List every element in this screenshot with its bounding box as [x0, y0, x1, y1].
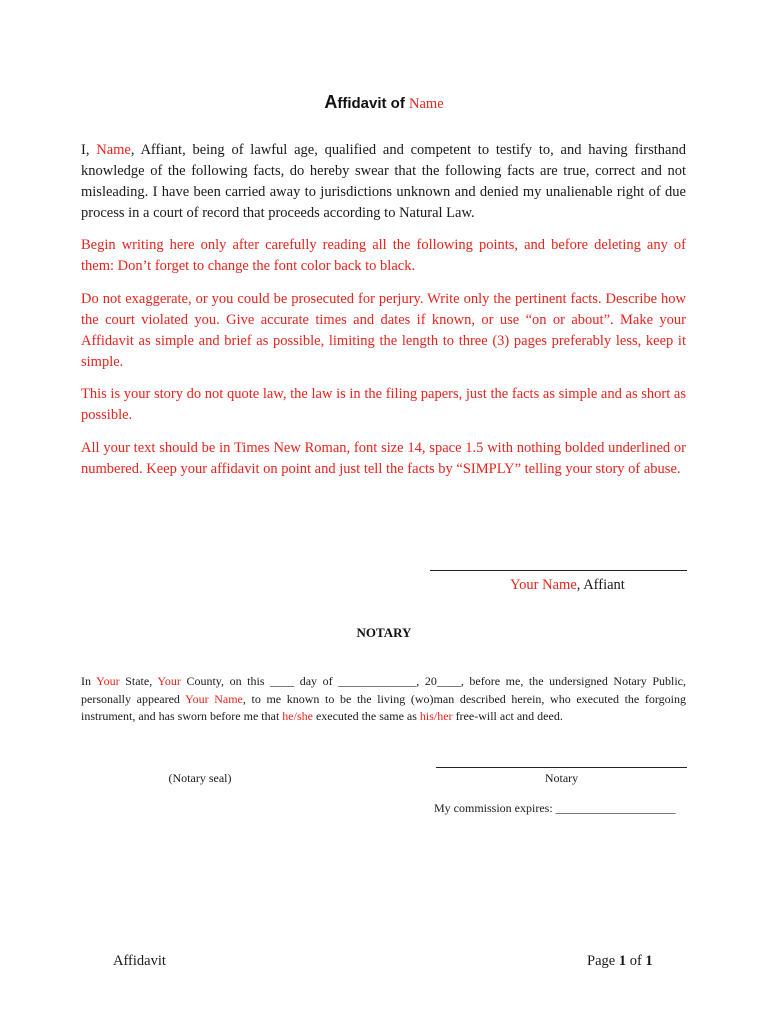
affiant-name-placeholder: Your Name [510, 577, 577, 593]
notary-text-segment: State, [119, 674, 158, 688]
intro-name-placeholder: Name [96, 142, 131, 158]
notary-text-segment: In [81, 674, 97, 688]
pronoun-placeholder: he/she [282, 709, 313, 723]
possessive-placeholder: his/her [419, 709, 453, 723]
intro-paragraph [81, 140, 686, 224]
intro-lead: I, [81, 142, 97, 158]
title-text: ffidavit of [337, 95, 410, 112]
notary-label: Notary [544, 771, 579, 785]
commission-expires: My commission expires: ____________________ [434, 801, 676, 815]
notary-text-segment: executed the same as [312, 709, 420, 723]
instruction-paragraph: This is your story do not quote law, the law is in the filing papers, just the facts as simple and as short as possible. [81, 386, 686, 423]
intro-text: , Affiant, being of lawful age, qualified and competent to testify to, and having firsthand knowledge of the following facts, do hereby swear that the following facts are true, correct and not misleading. I have been carried away to jurisdictions unknown and denied my unalienable right of due process in a court of record that proceeds according to Natural Law. [81, 142, 686, 221]
affiant-label [430, 575, 705, 595]
notary-text-segment: free-will act and deed. [452, 709, 563, 723]
instruction-paragraph: All your text should be in Times New Roman, font size 14, space 1.5 with nothing bolded underlined or numbered. Keep your affidavit on point and just tell the facts by “SIMPLY” telling your story of abuse. [81, 440, 686, 477]
of-word: of [626, 953, 646, 969]
notary-text-segment: County, on this ____ day of _____________, 20____, before me, the undersigned Notary Public, personally appeared [81, 674, 686, 706]
person-name-placeholder: Your Name [185, 691, 243, 706]
instruction-paragraph: Do not exaggerate, or you could be prosecuted for perjury. Write only the pertinent facts. Describe how the court violated you. Give accurate times and dates if known, or use “on or about”. Make your Affidavit as simple and brief as possible, limiting the length to three (3) pages preferably less, keep it simple. [81, 291, 686, 370]
page-total: 1 [645, 953, 653, 969]
notary-paragraph [81, 673, 686, 726]
title-initial: A [324, 92, 338, 112]
footer-page-number [587, 953, 653, 970]
footer-document-name: Affidavit [113, 953, 166, 969]
affiant-role: , Affiant [576, 577, 625, 593]
page-current: 1 [618, 953, 627, 969]
county-placeholder: Your [157, 674, 181, 688]
notary-seal-label: (Notary seal) [168, 771, 232, 785]
notary-text-segment: , to me known to be the living (wo)man described herein, who executed the forgoing instrument, and has sworn before me that [81, 691, 686, 723]
instruction-paragraph: Begin writing here only after carefully reading all the following points, and before deleting any of them: Don’t forget to change the font color back to black. [81, 237, 686, 274]
document-title [0, 92, 768, 113]
page-word: Page [587, 953, 619, 969]
affiant-signature-line [430, 570, 687, 571]
state-placeholder: Your [96, 674, 120, 688]
notary-heading: NOTARY [356, 625, 412, 640]
title-name-placeholder: Name [409, 96, 444, 112]
notary-signature-line [436, 767, 687, 768]
